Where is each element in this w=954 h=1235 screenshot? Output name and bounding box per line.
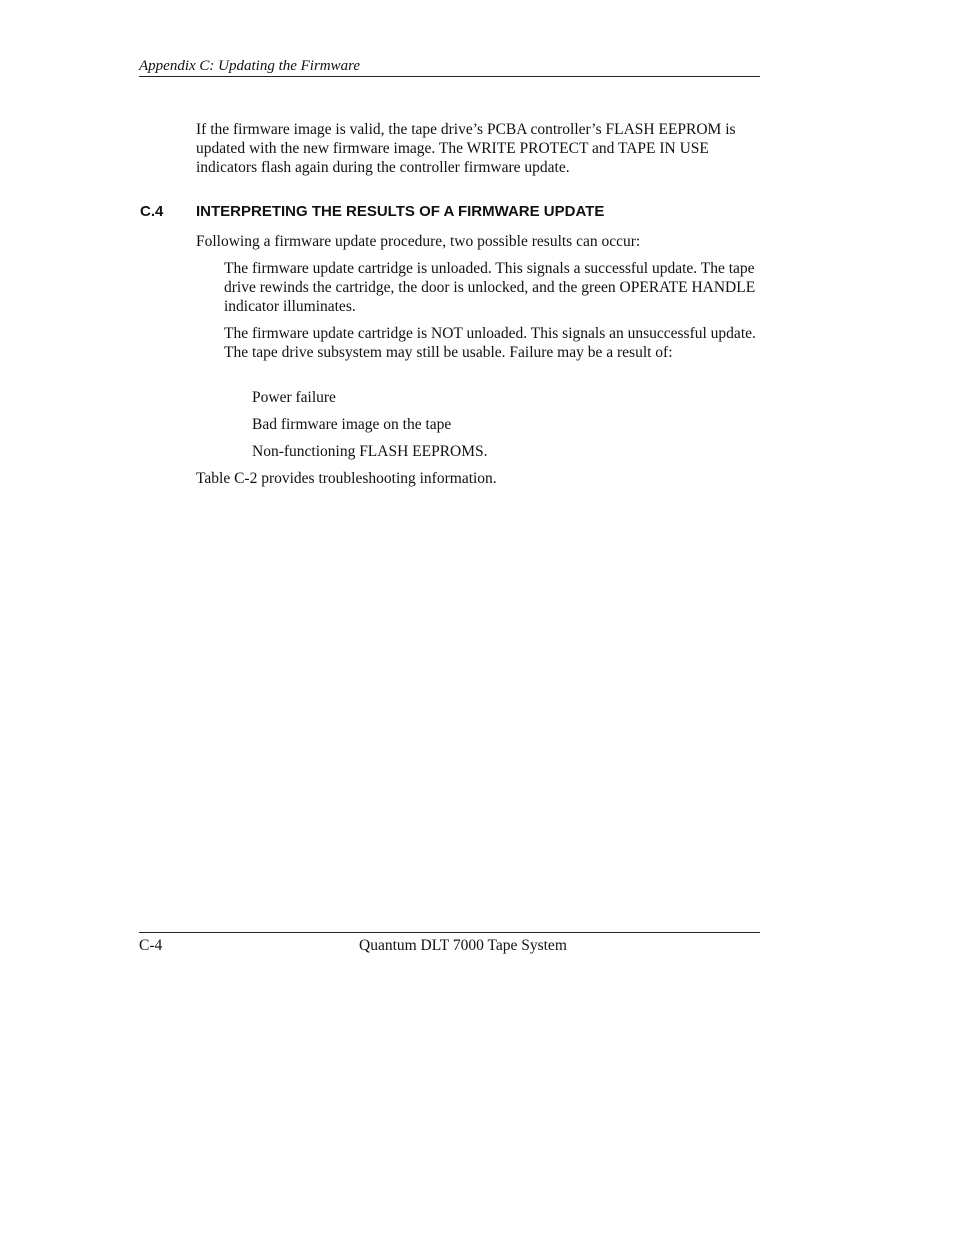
result-item-successful: The firmware update cartridge is unloaded. This signals a successful update. The tape drive rewinds the cartridge, the door is unlocked, and the green OPERATE HANDLE indicator illuminates. bbox=[224, 260, 756, 315]
section-title: INTERPRETING THE RESULTS OF A FIRMWARE UPDATE bbox=[196, 203, 605, 220]
document-title: Quantum DLT 7000 Tape System bbox=[359, 937, 567, 954]
failure-cause-item: Non-functioning FLASH EEPROMS. bbox=[252, 443, 488, 460]
page-number: C-4 bbox=[139, 937, 163, 954]
table-reference-paragraph: Table C-2 provides troubleshooting information. bbox=[196, 470, 497, 487]
intro-paragraph: If the firmware image is valid, the tape drive’s PCBA controller’s FLASH EEPROM is updated with the new firmware image. The WRITE PROTECT and TAPE IN USE indicators flash again during the controller firmware update. bbox=[196, 121, 736, 176]
following-paragraph: Following a firmware update procedure, two possible results can occur: bbox=[196, 233, 641, 250]
running-header-title: Appendix C: Updating the Firmware bbox=[139, 58, 361, 74]
running-footer bbox=[139, 932, 760, 957]
failure-cause-item: Power failure bbox=[252, 389, 336, 406]
section-heading bbox=[140, 202, 604, 222]
failure-cause-item: Bad firmware image on the tape bbox=[252, 416, 452, 433]
running-header bbox=[139, 56, 760, 77]
section-number: C.4 bbox=[140, 203, 164, 220]
result-item-unsuccessful: The firmware update cartridge is NOT unloaded. This signals an unsuccessful update. The tape drive subsystem may still be usable. Failure may be a result of: bbox=[224, 325, 756, 361]
